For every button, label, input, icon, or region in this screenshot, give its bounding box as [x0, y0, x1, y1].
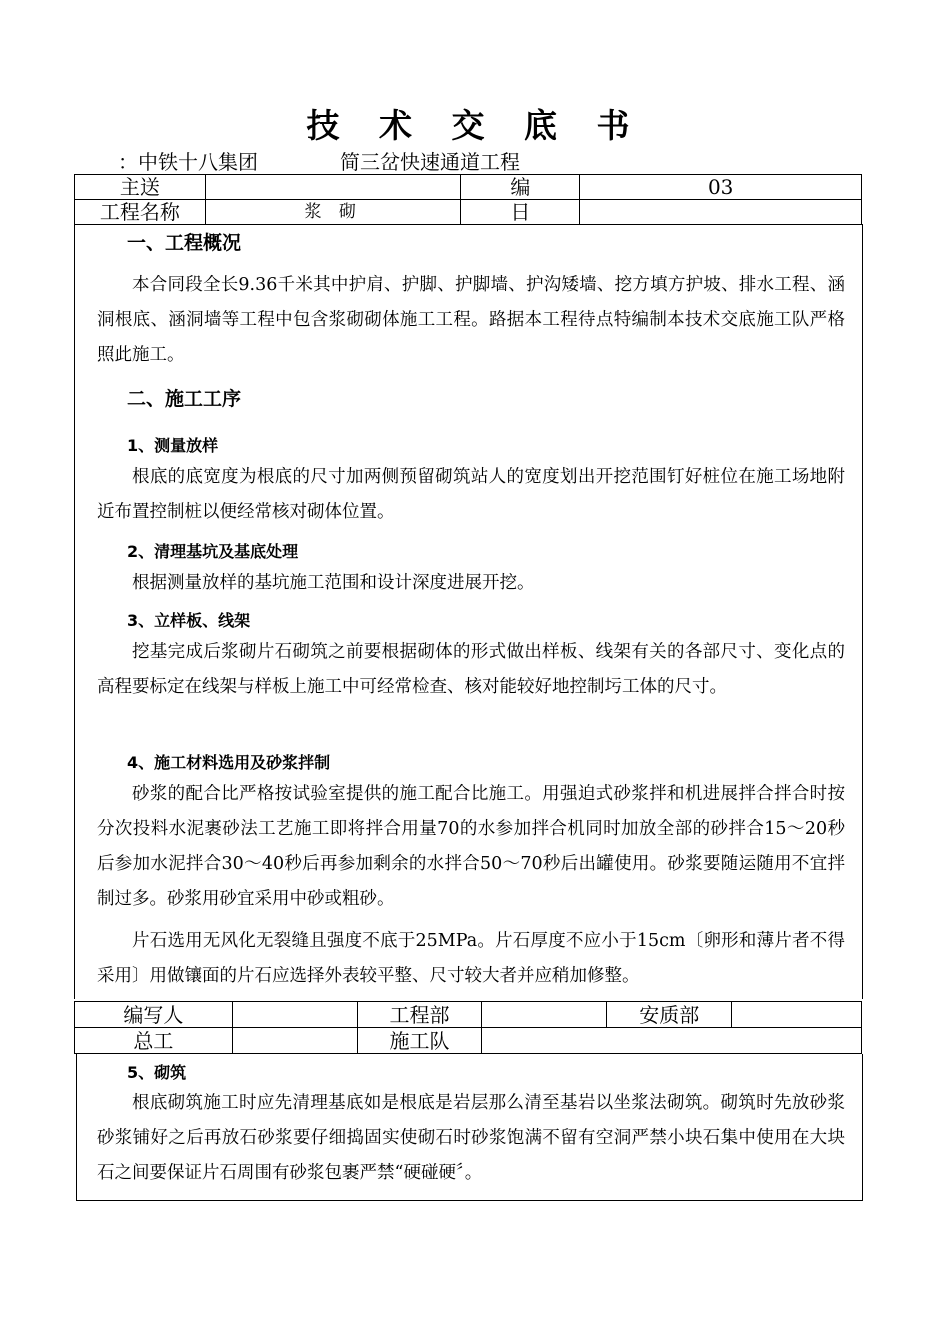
label-team: 施工队 — [357, 1028, 482, 1054]
template-text: 挖基完成后浆砌片石砌筑之前要根据砌体的形式做出样板、线架有关的各部尺寸、变化点的高程要标定在线架与样板上施工中可经常检查、核对能较好地控制圬工体的尺寸。 — [97, 642, 845, 697]
materials-text-1: 砂浆的配合比严格按试验室提供的施工配合比施工。用强迫式砂浆拌和机进展拌合拌合时按分次投料水泥裹砂法工艺施工即将拌合用量70的水参加拌合机同时加放全部的砂拌合15～20秒后参加水泥拌合30～40秒后再参加剩余的水拌合50～70秒后出罐使用。砂浆要随运随用不宜拌制过多。砂浆用砂宜采用中砂或粗砂。 — [97, 784, 845, 909]
value-recipient — [205, 175, 461, 200]
signature-table — [74, 1001, 862, 1054]
step-heading-masonry: 5、砌筑 — [127, 1063, 187, 1082]
value-safety-dept — [732, 1002, 862, 1028]
label-recipient: 主送 — [75, 175, 206, 200]
label-safety-dept: 安质部 — [607, 1002, 732, 1028]
step-heading-excavation: 2、清理基坑及基底处理 — [127, 542, 299, 561]
content-box — [74, 224, 863, 999]
overview-text: 本合同段全长9.36千米其中护肩、护脚、护脚墙、护沟矮墙、挖方填方护坡、排水工程、涵洞根底、涵洞墙等工程中包含浆砌砌体施工工程。路据本工程待点特编制本技术交底施工队严格照此施工。 — [97, 275, 845, 365]
excavation-text: 根据测量放样的基坑施工范围和设计深度进展开挖。 — [132, 573, 535, 593]
table-row — [75, 1002, 862, 1028]
masonry-text: 根底砌筑施工时应先清理基底如是根底是岩层那么清至基岩以坐浆法砌筑。砌筑时先放砂浆砂浆铺好之后再放石砂浆要仔细捣固实使砌石时砂浆饱满不留有空洞严禁小块石集中使用在大块石之间要保证片石周围有砂浆包裹严禁“硬碰硬〞。 — [97, 1093, 845, 1183]
value-project-name: 浆 砌 — [205, 200, 461, 225]
value-number: 03 — [580, 175, 862, 200]
label-chief: 总工 — [75, 1028, 233, 1054]
value-date — [580, 200, 862, 225]
section-heading-procedure: 二、施工工序 — [127, 388, 242, 410]
step-heading-materials: 4、施工材料选用及砂浆拌制 — [127, 753, 331, 772]
org-name: ：中铁十八集团 — [118, 150, 258, 174]
label-date: 日 — [461, 200, 580, 225]
info-table — [74, 174, 862, 225]
value-chief — [232, 1028, 357, 1054]
header-line — [118, 146, 520, 175]
label-writer: 编写人 — [75, 1002, 233, 1028]
step-heading-template: 3、立样板、线架 — [127, 611, 251, 630]
table-row — [75, 1028, 862, 1054]
table-row — [75, 175, 862, 200]
label-number: 编 — [461, 175, 580, 200]
survey-text: 根底的底宽度为根底的尺寸加两侧预留砌筑站人的宽度划出开挖范围钉好桩位在施工场地附近布置控制桩以便经常核对砌体位置。 — [97, 467, 845, 522]
document-title: 技 术 交 底 书 — [306, 106, 644, 145]
step-heading-survey: 1、测量放样 — [127, 436, 219, 455]
table-row — [75, 200, 862, 225]
section-heading-overview: 一、工程概况 — [127, 232, 242, 254]
project-name: 简三岔快速通道工程 — [340, 150, 520, 174]
content-box-continued — [76, 1054, 863, 1201]
materials-text-2: 片石选用无风化无裂缝且强度不底于25MPa。片石厚度不应小于15cm〔卵形和薄片者不得采用〕用做镶面的片石应选择外表较平整、尺寸较大者并应稍加修整。 — [97, 931, 845, 986]
value-writer — [232, 1002, 357, 1028]
value-eng-dept — [482, 1002, 607, 1028]
label-project-name: 工程名称 — [75, 200, 206, 225]
label-eng-dept: 工程部 — [357, 1002, 482, 1028]
value-team — [482, 1028, 862, 1054]
